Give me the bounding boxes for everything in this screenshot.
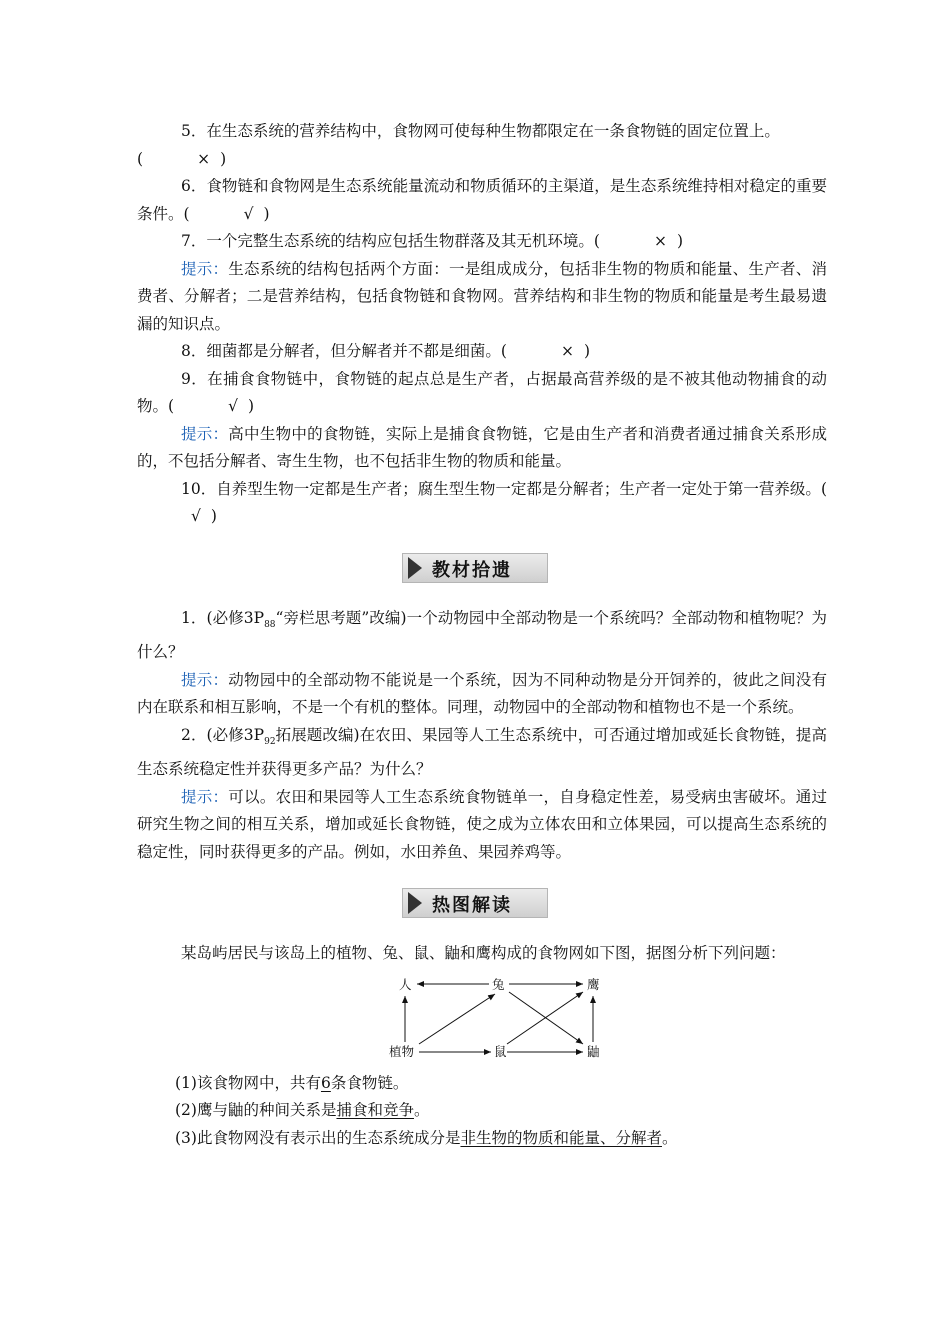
hint-label: 提示： [181,670,229,689]
hint-7: 提示：生态系统的结构包括两个方面：一是组成成分，包括非生物的物质和能量、生产者、消费者、分解者；二是营养结构，包括食物链和食物网。营养结构和非生物的物质和能量是考生最易遗漏的知识点。 [137,259,827,333]
hint-9: 提示：高中生物中的食物链，实际上是捕食食物链，它是由生产者和消费者通过捕食关系形成的，不包括分解者、寄生生物，也不包括非生物的物质和能量。 [137,424,827,470]
check-mark: √ [191,507,201,525]
answer-2: (2)鹰与鼬的种间关系是捕食和竞争。 [175,1101,430,1120]
node-human: 人 [399,976,412,992]
section-title: 教材拾遗 [432,559,512,581]
hint-label: 提示： [181,787,229,806]
cross-mark: × [560,342,574,360]
check-mark: √ [243,204,254,223]
node-mouse: 鼠 [494,1043,507,1059]
figure-intro: 某岛屿居民与该岛上的植物、兔、鼠、鼬和鹰构成的食物网如下图，据图分析下列问题： [181,944,786,963]
food-web-arrows [405,984,593,1052]
textbook-hint-1: 提示：动物园中的全部动物不能说是一个系统，因为不同种动物是分开饲养的，彼此之间没有内在联系和相互影响，不是一个有机的整体。同理，动物园中的全部动物和植物也不是一个系统。 [137,670,827,717]
textbook-question-2: 2．(必修$3P_{92}$拓展题改编)在农田、果园等人工生态系统中，可否通过增加或延长食物链，提高生态系统稳定性并获得更多产品？为什么？ [137,725,827,779]
question-6: 6．食物链和食物网是生态系统能量流动和物质循环的主渠道，是生态系统维持相对稳定的重要条件。( √ ) [137,173,827,228]
page-content [137,118,827,1152]
check-mark: √ [228,397,238,415]
question-10: 10．自养型生物一定都是生产者；腐生型生物一定都是分解者；生产者一定处于第一营养级。(√ ) [137,476,827,531]
answer-blank: 6 [320,1073,331,1092]
cross-mark: × [197,149,211,168]
node-plant: 植物 [389,1043,415,1059]
cross-mark: × [653,232,667,250]
answer-1: (1)该食物网中，共有6条食物链。 [175,1073,409,1092]
node-eagle: 鹰 [587,976,600,992]
node-rabbit: 兔 [492,976,505,992]
section-banner-textbook [402,553,548,583]
textbook-question-1: 1．(必修$3P_{88}“$旁栏思考题”改编)一个动物园中全部动物是一个系统吗？全部动物和植物呢？为什么？ [137,608,827,662]
arrow-icon [408,557,422,579]
section-banner-hot-figure [402,888,548,918]
hint-label: 提示： [181,424,229,443]
textbook-hint-2: 提示：可以。农田和果园等人工生态系统食物链单一，自身稳定性差，易受病虫害破坏。通过研究生物之间的相互关系，增加或延长食物链，使之成为立体农田和立体果园，可以提高生态系统的稳定性，同时获得更多的产品。例如，水田养鱼、果园养鸡等。 [137,787,827,861]
section-title: 热图解读 [432,895,512,917]
answer-blank: 捕食和竞争 [336,1101,414,1120]
question-7: 7．一个完整生态系统的结构应包括生物群落及其无机环境。( × ) [137,228,827,256]
question-5: 5．在生态系统的营养结构中，食物网可使每种生物都限定在一条食物链的固定位置上。 ( × ) [137,118,827,173]
question-9: 9．在捕食食物链中，食物链的起点总是生产者，占据最高营养级的是不被其他动物捕食的动物。( √ ) [137,366,827,421]
hint-label: 提示： [181,259,229,278]
answer-blank: 非生物的物质和能量、分解者 [460,1128,662,1147]
food-web-diagram [389,976,609,1060]
answer-3: (3)此食物网没有表示出的生态系统成分是非生物的物质和能量、分解者。 [175,1128,678,1147]
arrow-icon [408,892,422,914]
node-weasel: 鼬 [587,1043,600,1059]
question-8: 8．细菌都是分解者，但分解者并不都是细菌。( × ) [137,338,827,366]
